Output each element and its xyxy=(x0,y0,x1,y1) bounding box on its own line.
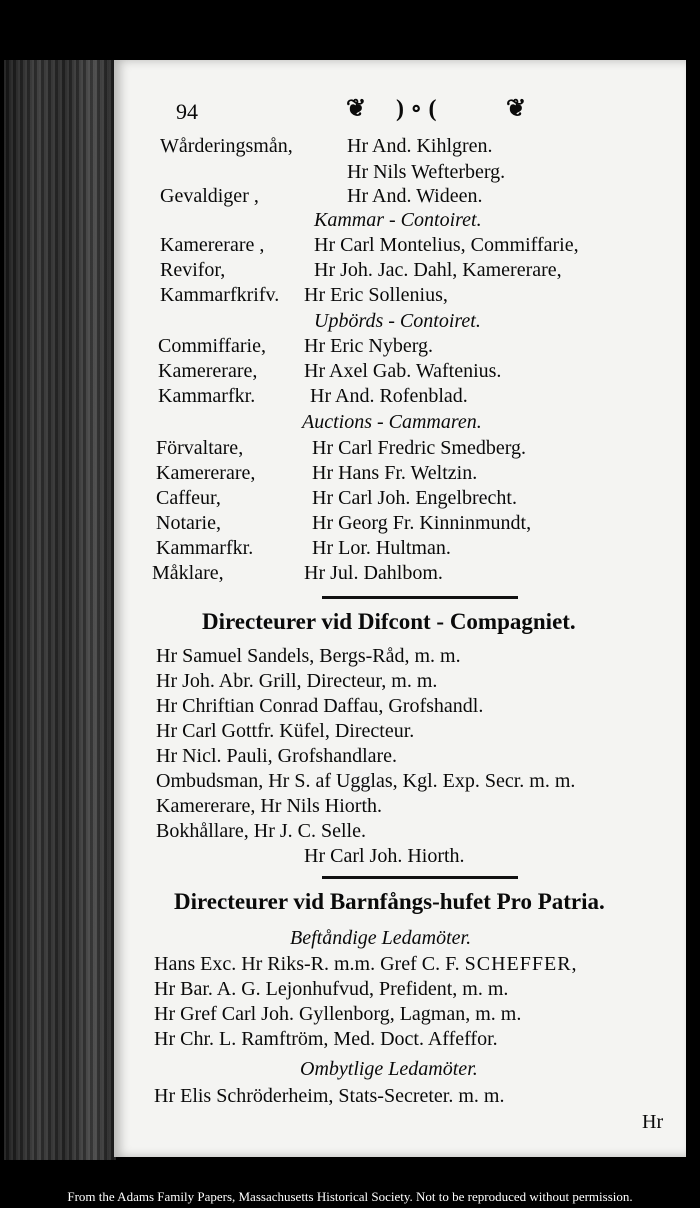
person-entry: Hr Chr. L. Ramftröm, Med. Doct. Affeffor. xyxy=(154,1028,498,1050)
role-label: Kamererare, xyxy=(156,462,256,484)
role-label: Förvaltare, xyxy=(156,437,244,459)
person-entry: Hr And. Rofenblad. xyxy=(310,385,468,407)
role-label: Gevaldiger , xyxy=(160,185,259,207)
person-entry: Hr And. Wideen. xyxy=(347,185,483,207)
ornament-left-icon: ❦ xyxy=(346,96,367,122)
person-entry: Hr And. Kihlgren. xyxy=(347,135,493,157)
section-title: Upbörds - Contoiret. xyxy=(314,310,481,332)
person-entry: Hr Eric Nyberg. xyxy=(304,335,434,357)
person-entry: Hr Bar. A. G. Lejonhufvud, Prefident, m. m. xyxy=(154,978,509,1000)
person-entry: Hr Carl Gottfr. Küfel, Directeur. xyxy=(156,720,415,742)
role-label: Kammarfkr. xyxy=(158,385,256,407)
role-label: Kamererare , xyxy=(160,234,265,256)
person-entry: Hr Axel Gab. Waftenius. xyxy=(304,360,502,382)
divider xyxy=(322,876,518,879)
person-entry: Hr Joh. Jac. Dahl, Kamererare, xyxy=(314,259,562,281)
name-small-caps: SCHEFFER, xyxy=(464,953,578,975)
person-entry: Kamererare, Hr Nils Hiorth. xyxy=(156,795,383,817)
role-label: Commiffarie, xyxy=(158,335,266,357)
page-number: 94 xyxy=(176,99,198,124)
person-entry: Ombudsman, Hr S. af Ugglas, Kgl. Exp. Secr. m. m. xyxy=(156,770,576,792)
person-entry: Hr Samuel Sandels, Bergs-Råd, m. m. xyxy=(156,645,461,667)
subsection-title: Beftåndige Ledamöter. xyxy=(290,927,472,949)
person-entry: Hr Hans Fr. Weltzin. xyxy=(312,462,478,484)
section-heading: Directeurer vid Barnfångs-hufet Pro Patria. xyxy=(174,889,605,914)
ornament-center: ) ∘ ( xyxy=(396,96,437,122)
role-label: Wårderingsmån, xyxy=(160,135,293,157)
person-entry: Hr Carl Montelius, Commiffarie, xyxy=(314,234,579,256)
subsection-title: Ombytlige Ledamöter. xyxy=(300,1058,478,1080)
role-label: Måklare, xyxy=(152,562,224,584)
divider xyxy=(322,596,518,599)
person-entry: Hr Chriftian Conrad Daffau, Grofshandl. xyxy=(156,695,484,717)
person-entry: Hr Eric Sollenius, xyxy=(304,284,448,306)
person-entry: Hr Gref Carl Joh. Gyllenborg, Lagman, m. m. xyxy=(154,1003,522,1025)
person-entry: Hr Carl Joh. Hiorth. xyxy=(304,845,465,867)
book-spine xyxy=(4,60,116,1160)
person-entry-text: Hans Exc. Hr Riks-R. m.m. Gref C. F. xyxy=(154,953,465,975)
footer-notice: From the Adams Family Papers, Massachusetts Historical Society. Not to be reproduced without permission. xyxy=(67,1189,633,1204)
person-entry: Hr Nils Wefterberg. xyxy=(347,161,506,183)
person-entry: Hr Georg Fr. Kinninmundt, xyxy=(312,512,532,534)
role-label: Kammarfkrifv. xyxy=(160,284,280,306)
person-entry: Hr Elis Schröderheim, Stats-Secreter. m. m. xyxy=(154,1085,505,1107)
section-title: Auctions - Cammaren. xyxy=(302,411,482,433)
role-label: Kamererare, xyxy=(158,360,258,382)
catchword: Hr xyxy=(642,1111,664,1133)
book-page xyxy=(114,60,686,1157)
ornament-right-icon: ❦ xyxy=(506,96,527,122)
person-entry: Bokhållare, Hr J. C. Selle. xyxy=(156,820,366,842)
role-label: Notarie, xyxy=(156,512,221,534)
person-entry: Hr Carl Joh. Engelbrecht. xyxy=(312,487,517,509)
role-label: Caffeur, xyxy=(156,487,221,509)
role-label: Kammarfkr. xyxy=(156,537,254,559)
section-title: Kammar - Contoiret. xyxy=(314,209,482,231)
person-entry: Hr Lor. Hultman. xyxy=(312,537,451,559)
person-entry: Hr Joh. Abr. Grill, Directeur, m. m. xyxy=(156,670,438,692)
person-entry xyxy=(154,952,578,976)
section-heading: Directeurer vid Difcont - Compagniet. xyxy=(202,609,576,634)
role-label: Revifor, xyxy=(160,259,226,281)
person-entry: Hr Carl Fredric Smedberg. xyxy=(312,437,527,459)
person-entry: Hr Nicl. Pauli, Grofshandlare. xyxy=(156,745,398,767)
person-entry: Hr Jul. Dahlbom. xyxy=(304,562,443,584)
